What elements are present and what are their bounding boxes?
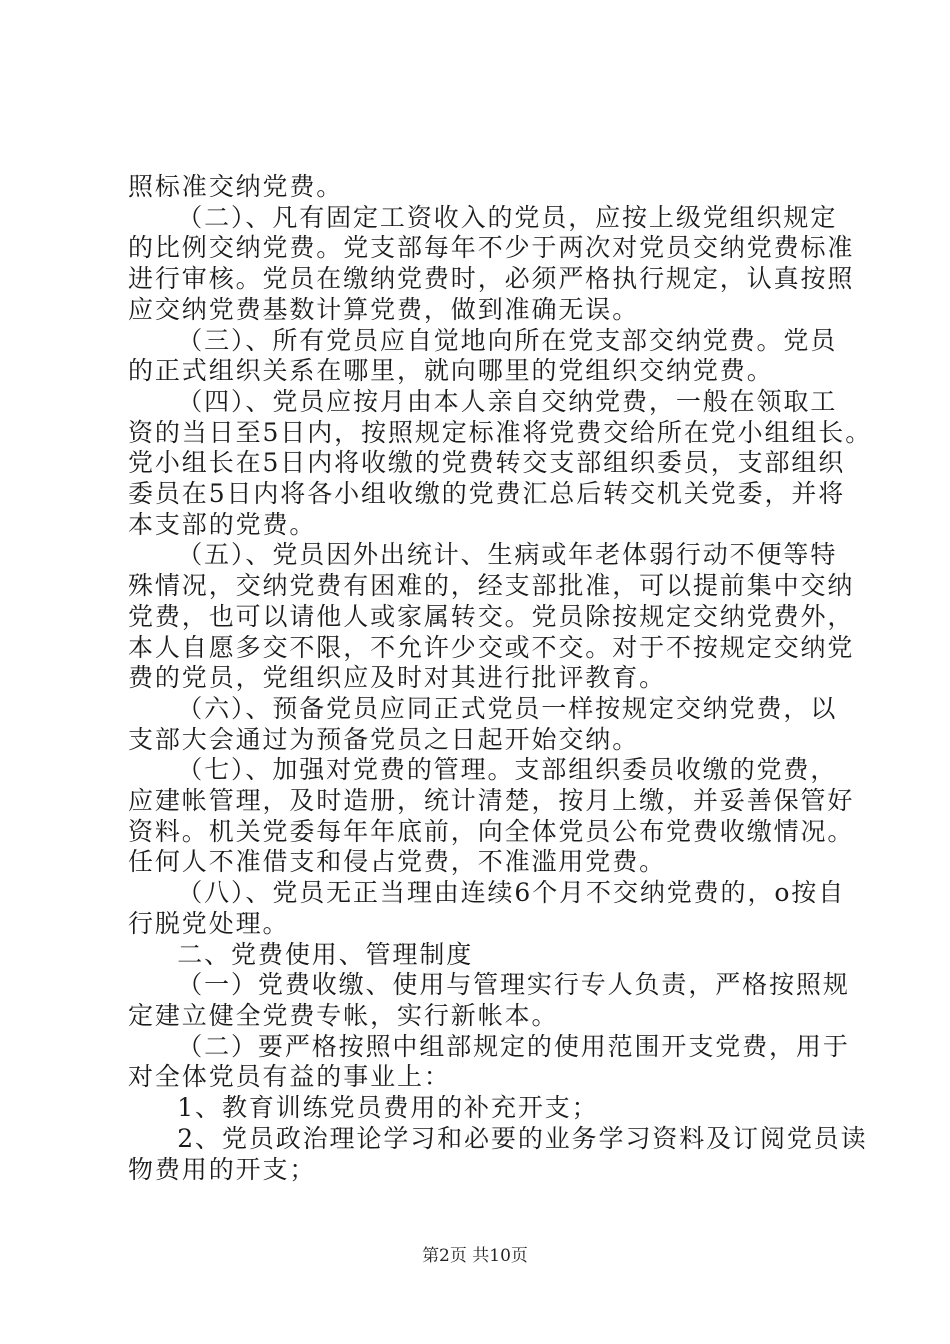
text-line: （四）、党员应按月由本人亲自交纳党费，一般在领取工 (128, 386, 838, 416)
text-line: 本支部的党费。 (128, 509, 317, 539)
text-line: （三）、所有党员应自觉地向所在党支部交纳党费。党员 (128, 325, 838, 355)
text-line: 物费用的开支； (128, 1154, 317, 1184)
text-line: 照标准交纳党费。 (128, 172, 344, 201)
text-line: 资料。机关党委每年年底前，向全体党员公布党费收缴情况。 (128, 816, 855, 846)
text-line: 任何人不准借支和侵占党费，不准滥用党费。 (128, 847, 667, 877)
text-line: （六）、预备党员应同正式党员一样按规定交纳党费，以 (128, 693, 838, 723)
text-line: 定建立健全党费专帐，实行新帐本。 (128, 1000, 559, 1030)
text-line: 殊情况，交纳党费有困难的，经支部批准，可以提前集中交纳 (128, 571, 855, 601)
text-line: 行脱党处理。 (128, 908, 290, 938)
text-line: 本人自愿多交不限，不允许少交或不交。对于不按规定交纳党 (128, 632, 855, 662)
text-line: 1、教育训练党员费用的补充开支； (128, 1093, 599, 1123)
text-line: （一）党费收缴、使用与管理实行专人负责，严格按照规 (128, 970, 850, 1000)
text-line: 的正式组织关系在哪里，就向哪里的党组织交纳党费。 (128, 356, 774, 386)
text-line: 2、党员政治理论学习和必要的业务学习资料及订阅党员读 (128, 1123, 868, 1153)
page-footer: 第2页 共10页 (422, 1246, 528, 1266)
text-line: 应交纳党费基数计算党费，做到准确无误。 (128, 294, 640, 324)
text-line: 党费，也可以请他人或家属转交。党员除按规定交纳党费外， (128, 601, 855, 631)
document-body (128, 172, 873, 1185)
text-line: 费的党员，党组织应及时对其进行批评教育。 (128, 663, 667, 693)
text-line: 委员在5日内将各小组收缴的党费汇总后转交机关党委，并将 (128, 479, 846, 509)
text-line: （七）、加强对党费的管理。支部组织委员收缴的党费， (128, 755, 838, 785)
text-line: 党小组长在5日内将收缴的党费转交支部组织委员，支部组织 (128, 448, 846, 478)
text-line: （二）、凡有固定工资收入的党员，应按上级党组织规定 (128, 202, 838, 232)
text-line: 二、党费使用、管理制度 (128, 939, 474, 969)
text-line: （二）要严格按照中组部规定的使用范围开支党费，用于 (128, 1031, 850, 1061)
text-line: （五）、党员因外出统计、生病或年老体弱行动不便等特 (128, 540, 838, 570)
text-line: 的比例交纳党费。党支部每年不少于两次对党员交纳党费标准 (128, 233, 855, 263)
text-line: 应建帐管理，及时造册，统计清楚，按月上缴，并妥善保管好 (128, 786, 855, 816)
text-line: 对全体党员有益的事业上： (128, 1062, 451, 1092)
text-line: 资的当日至5日内，按照规定标准将党费交给所在党小组组长。 (128, 417, 873, 447)
text-line: 支部大会通过为预备党员之日起开始交纳。 (128, 724, 640, 754)
text-line: 进行审核。党员在缴纳党费时，必须严格执行规定，认真按照 (128, 264, 855, 294)
text-line: （八）、党员无正当理由连续6个月不交纳党费的，o按自 (128, 878, 846, 908)
